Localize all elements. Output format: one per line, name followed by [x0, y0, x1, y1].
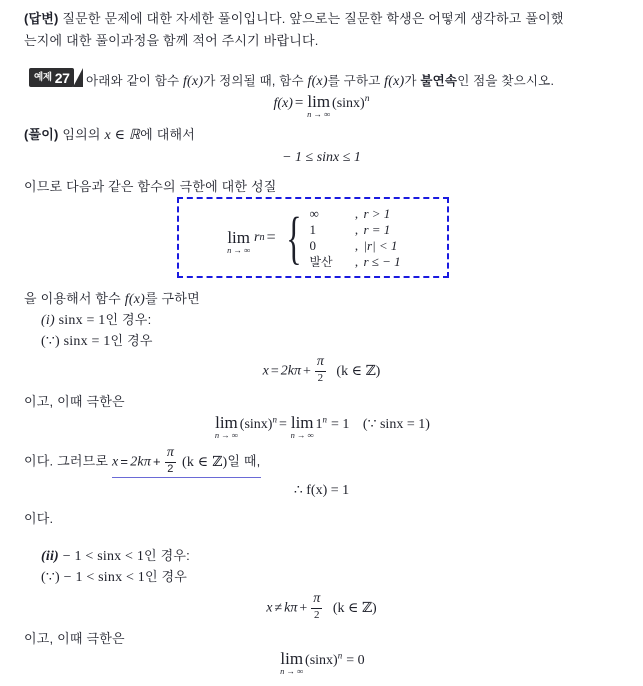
example-badge-label: 예제: [34, 71, 52, 83]
solution-intro-math: x ∈ ℝ: [104, 128, 141, 143]
inequality-expression: − 1 ≤ sinx ≤ 1: [282, 150, 361, 165]
case-i-because-condition: sinx = 1: [63, 334, 111, 349]
case-i-conclusion-lhs: x: [111, 454, 119, 470]
case-i-conclusion-underlined: [112, 446, 261, 478]
solution-intro: [24, 124, 195, 147]
case-i-closing-text: 이다.: [24, 511, 54, 526]
case-ii-statement: [41, 545, 190, 568]
sine-bounds-inequality: [0, 150, 643, 166]
case-i-limit-label-2: lim: [290, 413, 314, 432]
case-ii-because-condition: − 1 < sinx < 1: [63, 570, 145, 585]
case-i-limit-subscript-1: n → ∞: [214, 430, 238, 440]
property-limit-subscript: n → ∞: [227, 245, 251, 255]
property-lead-label: 이므로 다음과 같은 함수의 극한에 대한 성질: [24, 179, 277, 194]
case-i-conclusion-frac-bot: 2: [167, 462, 174, 475]
example-prompt-fx-3: f(x): [384, 74, 405, 89]
case-i-limit-lead: [24, 391, 125, 413]
case-ii-eq-lhs: x: [266, 600, 273, 616]
case-i-condition-tail: 인 경우:: [105, 312, 152, 327]
example-prompt-part3: 를 구하고: [327, 74, 385, 88]
case-i-conclusion-fraction: [165, 446, 176, 475]
property-expression-exponent: n: [259, 232, 265, 243]
piecewise-value-3: 0: [309, 237, 316, 253]
case-ii-eq-frac-bot: 2: [314, 608, 320, 621]
example-badge-number: 27: [54, 69, 70, 86]
case-i-closing: [24, 508, 53, 530]
example-prompt-bold-term: 불연속: [420, 74, 458, 88]
example-badge: [29, 68, 74, 87]
example-prompt-fx-1: f(x): [182, 74, 204, 89]
case-ii-condition-tail: 인 경우:: [144, 548, 190, 563]
case-ii-limit-equals: = 0: [346, 653, 365, 668]
case-i-therefore: [0, 482, 643, 499]
case-i-limit-lead-text: 이고, 이때 극한은: [24, 394, 125, 409]
case-i-limit-operator-1: [214, 413, 238, 440]
case-i-limit-body-1: (sinx): [239, 417, 273, 432]
case-ii-limit-operator: [280, 649, 304, 676]
piecewise-separator-1: ,: [354, 205, 359, 221]
piecewise-separator-2: ,: [354, 221, 359, 237]
piecewise-condition-4: r ≤ − 1: [363, 253, 401, 269]
left-brace-glyph: {: [285, 204, 302, 270]
piecewise-row-4: [303, 254, 400, 270]
case-i-limit-reason: (∵ sinx = 1): [362, 417, 430, 432]
piecewise-rows: [303, 206, 400, 270]
piecewise-value-2: 1: [309, 221, 316, 237]
example-prompt-fx-2: f(x): [307, 74, 328, 89]
property-limit-label: lim: [227, 228, 250, 247]
property-limit-operator: [227, 228, 251, 255]
case-i-limit-operator-2: [290, 413, 314, 440]
property-equals: =: [266, 228, 276, 246]
example-equation: [0, 92, 643, 119]
case-ii-because-marker: (∵): [41, 570, 60, 585]
example-prompt-part1: 아래와 같이 함수: [86, 74, 183, 88]
case-i-condition: sinx = 1: [58, 313, 106, 328]
case-i-eq-fraction: [315, 355, 326, 384]
case-ii-eq-neq: ≠: [274, 600, 283, 616]
use-property-lead: 을 이용해서 함수: [24, 291, 125, 306]
case-i-conclusion-lead: 이다. 그러므로: [24, 453, 112, 469]
case-i-conclusion-frac-top: π: [165, 446, 176, 463]
case-i-conclusion-line: [24, 446, 261, 478]
case-ii-limit-lead: [24, 628, 125, 650]
limit-property-content: [179, 199, 447, 276]
case-ii-eq-term: kπ: [284, 600, 298, 616]
piecewise-value-1: ∞: [309, 205, 319, 221]
case-ii-limit-lead-text: 이고, 이때 극한은: [24, 631, 125, 646]
equation-exponent: n: [364, 93, 370, 104]
equation-equals: =: [294, 95, 304, 111]
case-i-eq-frac-bot: 2: [317, 371, 324, 384]
case-i-equation: [0, 355, 643, 384]
case-i-conclusion-tail: 일 때,: [227, 453, 261, 469]
use-property-text: [24, 288, 200, 311]
case-i-eq-term: 2kπ: [280, 363, 301, 379]
piecewise-separator-4: ,: [354, 253, 359, 269]
equation-body: (sinx): [332, 96, 365, 111]
case-ii-eq-frac-top: π: [311, 592, 322, 609]
limit-label: lim: [307, 92, 331, 111]
piecewise-condition-2: r = 1: [363, 221, 391, 237]
case-ii-eq-plus: +: [299, 600, 308, 616]
case-i-conclusion-equals: =: [120, 453, 129, 469]
case-i-conclusion-term: 2kπ: [130, 454, 152, 470]
piecewise-condition-3: |r| < 1: [363, 237, 398, 253]
equation-lhs: f(x): [273, 96, 293, 111]
case-i-marker: (i): [41, 313, 55, 328]
answer-note-line-1: [24, 8, 564, 30]
case-ii-eq-qualifier: (k ∈ ℤ): [332, 600, 377, 616]
case-i-conclusion-qualifier: (k ∈ ℤ): [182, 454, 228, 470]
case-ii-equation: [0, 592, 643, 621]
answer-note-text-1: 질문한 문제에 대한 자세한 풀이입니다. 앞으로는 질문한 학생은 어떻게 생각하고 풀이했: [62, 11, 564, 26]
case-ii-eq-fraction: [311, 592, 322, 621]
piecewise-row-1: [303, 206, 400, 222]
case-ii-because-tail: 인 경우: [144, 569, 188, 584]
solution-intro-tail: 에 대해서: [140, 127, 196, 142]
answer-note-line-2: [24, 30, 319, 52]
solution-label: (풀이): [24, 127, 59, 142]
answer-note-text-2: 는지에 대한 풀이과정을 함께 적어 주시기 바랍니다.: [24, 33, 319, 48]
case-i-conclusion-plus: +: [153, 453, 161, 469]
solution-intro-text: 임의의: [62, 127, 105, 142]
case-i-limit-exponent-1: n: [272, 414, 277, 425]
case-i-eq-qualifier: (k ∈ ℤ): [336, 363, 381, 379]
case-i-limit-exponent-2: n: [322, 414, 327, 425]
piecewise-separator-3: ,: [354, 237, 359, 253]
case-i-eq-frac-top: π: [315, 355, 326, 372]
example-prompt-part5: 인 점을 찾으시오.: [457, 74, 555, 88]
case-i-because: [41, 330, 153, 353]
case-i-because-tail: 인 경우: [110, 333, 153, 348]
case-ii-limit-equation: [0, 649, 643, 676]
case-i-limit-equals-2: = 1: [331, 417, 350, 432]
case-ii-limit-subscript: n → ∞: [280, 666, 304, 676]
case-i-limit-subscript-2: n → ∞: [290, 430, 314, 440]
case-i-limit-equals-1: =: [278, 417, 287, 432]
case-i-limit-equation: [0, 413, 643, 440]
example-prompt: [86, 70, 554, 93]
piecewise-cases: [278, 206, 401, 270]
example-prompt-part4: 가: [404, 74, 421, 88]
piecewise-value-4: 발산: [309, 254, 333, 269]
case-i-eq-plus: +: [303, 363, 311, 379]
use-property-tail: 를 구하면: [144, 291, 200, 306]
example-prompt-part2: 가 정의될 때, 함수: [203, 74, 308, 88]
limit-property-box: [177, 197, 449, 278]
case-ii-limit-label: lim: [280, 649, 304, 668]
case-ii-because: [41, 566, 187, 589]
case-i-statement: [41, 309, 151, 332]
case-ii-condition: − 1 < sinx < 1: [62, 549, 145, 564]
case-i-eq-lhs: x: [262, 363, 269, 379]
case-i-eq-equals: =: [270, 363, 279, 379]
property-lead-text: [24, 176, 277, 198]
case-i-therefore-expression: ∴ f(x) = 1: [293, 483, 350, 498]
limit-subscript: n → ∞: [307, 109, 331, 119]
piecewise-row-2: [303, 222, 400, 238]
case-ii-limit-body: (sinx): [305, 653, 338, 668]
case-ii-marker: (ii): [41, 549, 59, 564]
piecewise-condition-1: r > 1: [363, 205, 391, 221]
case-ii-limit-exponent: n: [337, 650, 343, 661]
case-i-limit-label-1: lim: [215, 413, 238, 432]
answer-note-label: (답변): [24, 11, 59, 26]
use-property-math: f(x): [124, 292, 145, 307]
property-expression: r: [254, 229, 260, 245]
limit-operator: [307, 92, 331, 119]
case-i-because-marker: (∵): [41, 334, 60, 349]
piecewise-row-3: [303, 238, 400, 254]
case-i-limit-body-2: 1: [315, 417, 323, 432]
